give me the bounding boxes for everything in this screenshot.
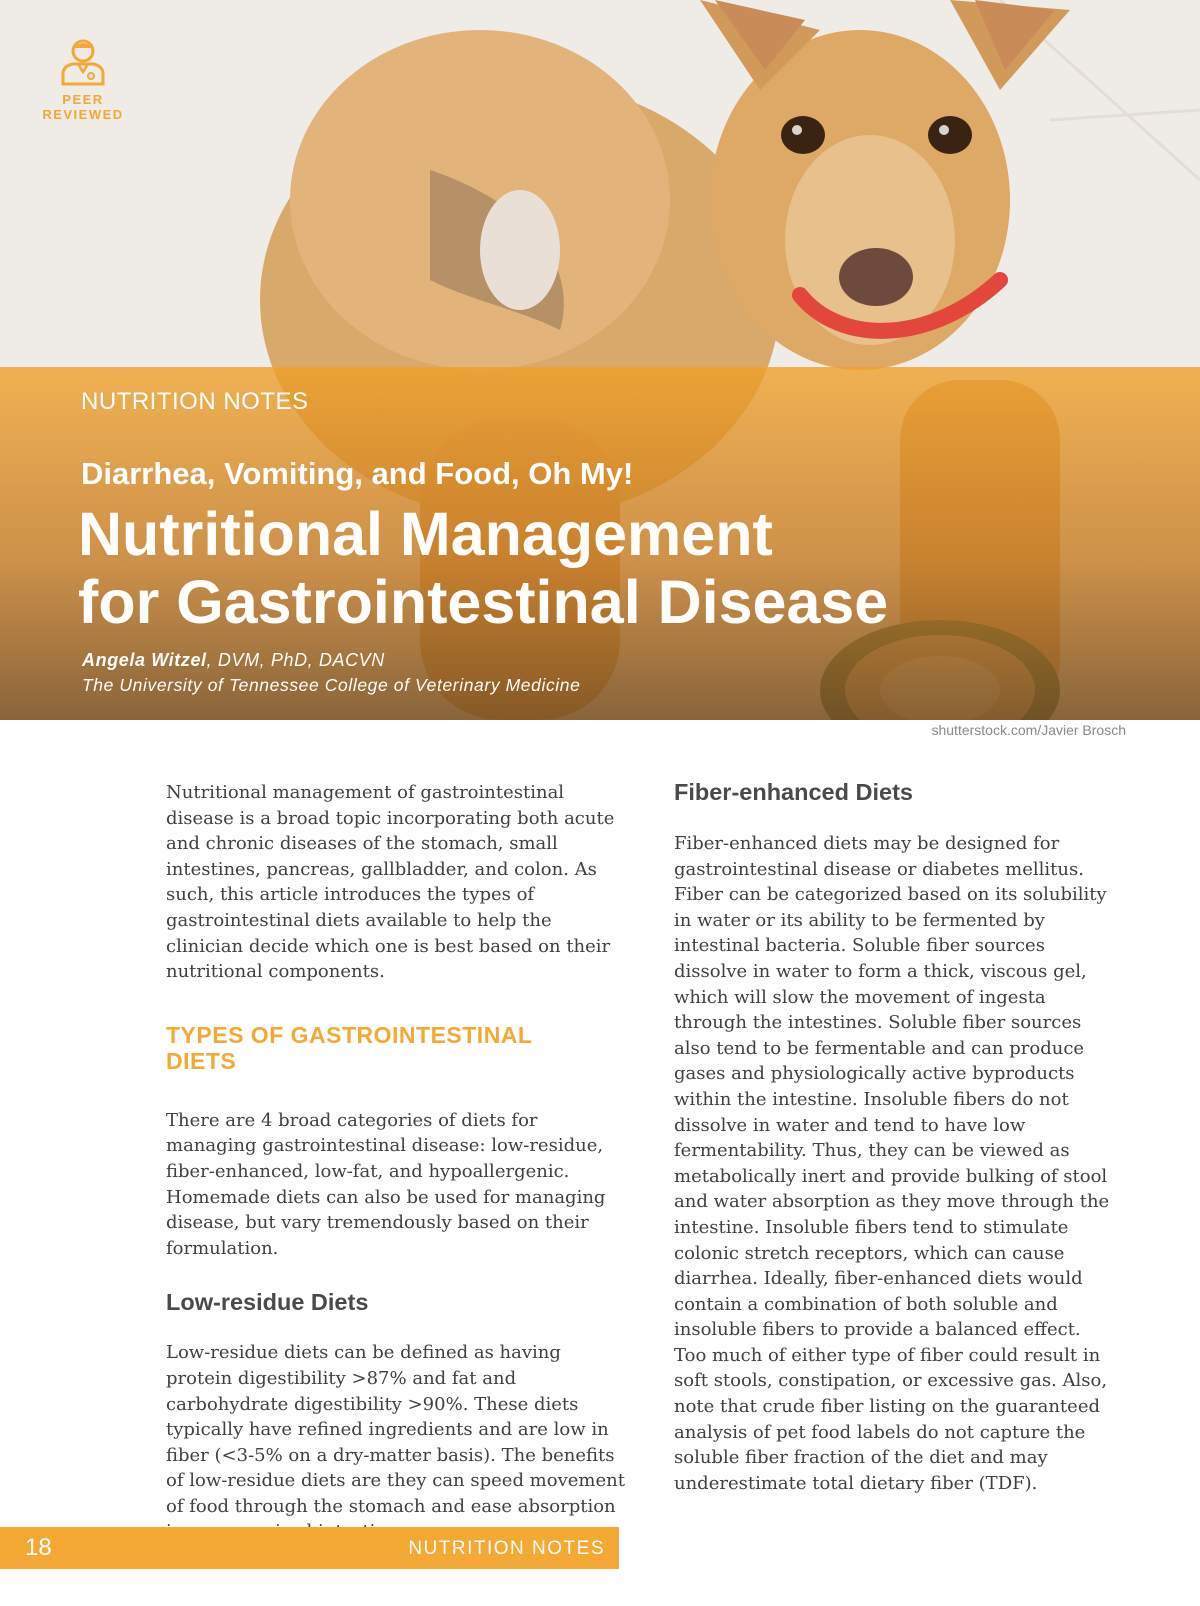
types-heading-line-1: TYPES OF GASTROINTESTINAL <box>166 1021 533 1048</box>
fiber-paragraph: Fiber-enhanced diets may be designed for gastrointestinal disease or diabetes mellitus. Fiber can be categorized based on its solubility in water or its ability to be fermented by intestinal bacteria. Soluble fiber sources dissolve in water to form a thick, viscous gel, which will slow the movement of ingesta through the intestines. Soluble fiber sources also tend to be fermentable and can produce gases and physiologically active byproducts within the intestine. Insoluble fibers do not dissolve in water and tend to have low fermentability. Thus, they can be viewed as metabolically inert and provide bulking of stool and water absorption as they move through the intestine. Insoluble fibers tend to stimulate colonic stretch receptors, which can cause diarrhea. Ideally, fiber-enhanced diets would contain a combination of both soluble and insoluble fibers to provide a balanced effect. Too much of either type of fiber could result in soft stools, constipation, or excessive gas. Also, note that crude fiber listing on the guaranteed analysis of pet food labels do not capture the soluble fiber fraction of the diet and may underestimate total dietary fiber (TDF). <box>674 833 1110 1494</box>
left-column <box>166 780 626 1545</box>
article-title <box>78 500 1158 636</box>
low-residue-paragraph: Low-residue diets can be defined as having protein digestibility >87% and fat and carbohydrate digestibility >90%. These diets typically have refined ingredients and are low in fiber (<3-5% on a dry-matter basis). The benefits of low-residue diets are they can speed movement of food through the stomach and ease absorption <box>166 1342 625 1517</box>
badge-label-1: PEER <box>62 92 104 107</box>
fiber-heading: Fiber-enhanced Diets <box>674 779 913 805</box>
byline <box>82 650 385 671</box>
page-number: 18 <box>25 1534 52 1561</box>
right-column <box>674 778 1114 1496</box>
title-line-1: Nutritional Management <box>78 500 773 568</box>
types-paragraph: There are 4 broad categories of diets for managing gastrointestinal disease: low-residue, fiber-enhanced, low-fat, and hypoallergenic. Homemade diets can also be used for managing disease, but vary tremendously based on their formulation. <box>166 1109 606 1259</box>
types-heading <box>166 1022 626 1074</box>
reviewer-icon <box>58 36 108 88</box>
author-name: Angela Witzel <box>82 650 207 670</box>
peer-reviewed-badge <box>38 36 128 122</box>
article-kicker: Diarrhea, Vomiting, and Food, Oh My! <box>81 456 634 491</box>
page-footer <box>0 1527 619 1569</box>
photo-credit: shutterstock.com/Javier Brosch <box>931 722 1126 738</box>
low-residue-heading: Low-residue Diets <box>166 1289 369 1316</box>
badge-label-2: REVIEWED <box>42 107 124 122</box>
intro-paragraph: Nutritional management of gastrointestinal disease is a broad topic incorporating both acute and chronic diseases of the stomach, small intestines, pancreas, gallbladder, and colon. As such, this article introduces the types of gastrointestinal diets available to help the clinician decide which one is best based on their nutritional components. <box>166 782 615 983</box>
types-heading-line-2: DIETS <box>166 1047 237 1074</box>
title-line-2: for Gastrointestinal Disease <box>78 568 889 636</box>
section-label: NUTRITION NOTES <box>81 388 309 415</box>
footer-section-label: NUTRITION NOTES <box>408 1538 605 1559</box>
author-affiliation: The University of Tennessee College of Veterinary Medicine <box>82 675 581 695</box>
author-credentials: , DVM, PhD, DACVN <box>206 650 385 670</box>
